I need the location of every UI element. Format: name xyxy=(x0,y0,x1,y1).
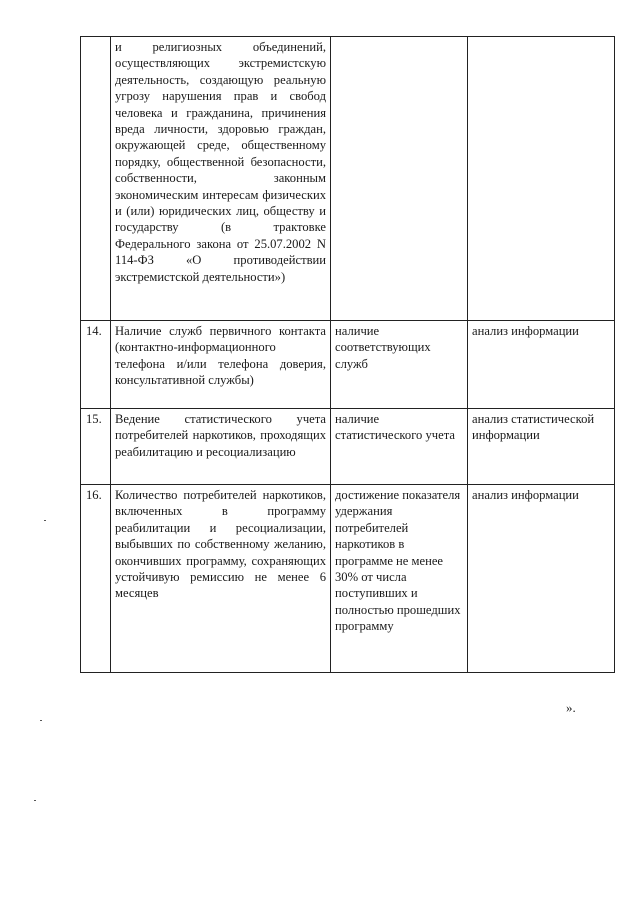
indicator-cell: и религиозных объединений, осуществляющих экстремистскую деятельность, создающую реальную угрозу нарушения прав и свобод человека и гражданина, причинения вреда личности, здоровью граждан, окружающей среде, общественному порядку, общественной безопасности, собственности, законным экономическим интересам физических и (или) юридических лиц, обществу и государству (в трактовке Федерального закона от 25.07.2002 N 114-ФЗ «О противодействии экстремистской деятельности») xyxy=(111,37,331,321)
table-row xyxy=(81,485,615,673)
row-number xyxy=(81,37,111,321)
criterion-cell: достижение показателя удержания потребителей наркотиков в программе не менее 30% от числа поступивших и полностью прошедших программу xyxy=(331,485,468,673)
method-cell: анализ статистической информации xyxy=(468,409,615,485)
table-row xyxy=(81,37,615,321)
closing-quote-mark: ». xyxy=(566,700,576,715)
indicators-table xyxy=(80,36,615,673)
scan-speck xyxy=(40,720,42,721)
scan-speck xyxy=(34,800,36,801)
criterion-cell: наличие соответствующих служб xyxy=(331,321,468,409)
method-cell: анализ информации xyxy=(468,321,615,409)
row-number: 14. xyxy=(81,321,111,409)
criterion-cell xyxy=(331,37,468,321)
indicator-cell: Количество потребителей наркотиков, включенных в программу реабилитации и ресоциализации, выбывших по собственному желанию, окончивших программу, сохраняющих устойчивую ремиссию не менее 6 месяцев xyxy=(111,485,331,673)
indicator-cell: Наличие служб первичного контакта (контактно-информационного телефона и/или телефона доверия, консультативной службы) xyxy=(111,321,331,409)
table-row xyxy=(81,409,615,485)
indicator-cell: Ведение статистического учета потребителей наркотиков, проходящих реабилитацию и ресоциализацию xyxy=(111,409,331,485)
method-cell xyxy=(468,37,615,321)
method-cell: анализ информации xyxy=(468,485,615,673)
table-row xyxy=(81,321,615,409)
scan-speck xyxy=(44,520,46,521)
criterion-cell: наличие статистического учета xyxy=(331,409,468,485)
row-number: 16. xyxy=(81,485,111,673)
row-number: 15. xyxy=(81,409,111,485)
